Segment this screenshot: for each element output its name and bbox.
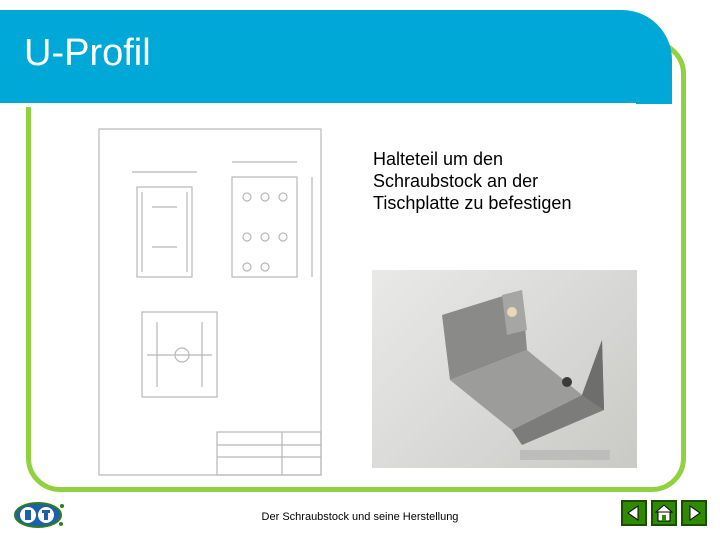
- next-slide-button[interactable]: [681, 500, 707, 526]
- slide-title: U-Profil: [24, 32, 151, 74]
- technical-drawing-image: [97, 127, 323, 477]
- arrow-left-icon: [623, 502, 645, 524]
- home-icon: [653, 502, 675, 524]
- prev-slide-button[interactable]: [621, 500, 647, 526]
- et-logo: [14, 500, 66, 530]
- title-underline: [0, 103, 636, 107]
- slide-caption: Halteteil um den Schraubstock an der Tischplatte zu befestigen: [373, 149, 572, 213]
- u-profile-photo: [372, 270, 637, 468]
- arrow-right-icon: [683, 502, 705, 524]
- slide-footer: Der Schraubstock und seine Herstellung: [261, 511, 459, 523]
- home-button[interactable]: [651, 500, 677, 526]
